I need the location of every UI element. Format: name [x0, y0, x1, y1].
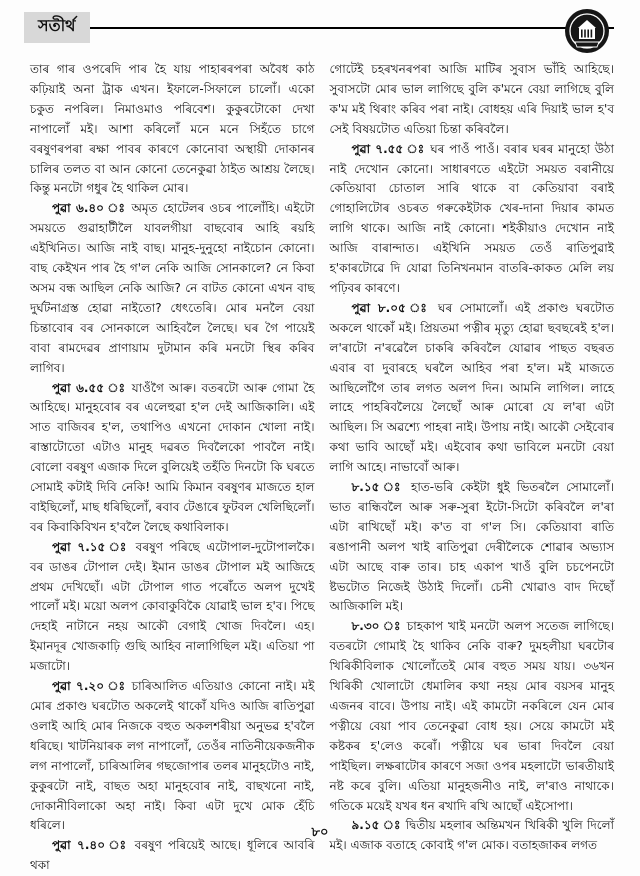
time-stamp: ৮.১৫ ঃ [351, 480, 412, 495]
paragraph: গোটেই চহৰখনৰপৰা আজি মাটিৰ সুবাস ভাঁহি আহিছে। সুবাসটো মোৰ ভাল লাগিছে বুলি ক'মনে বেয়া লাগিছে বুলি ক'ম মই থিৰাং কৰিব পৰা নাই। বোধহয় এৰি দিয়াই ভাল হ'ব সেই বিষয়টোত এতিয়া চিন্তা কৰিবলৈ। [329, 62, 614, 136]
left-column [30, 60, 315, 876]
time-stamp: ৯.১৫ ঃ [351, 818, 406, 833]
paragraph: ৮.১৫ ঃ হাত-ভৰি কেইটা ধুই ভিতৰলৈ সোমালোঁ। ভাত ৰান্ধিবলৈ আৰু সৰু-সুৰা ইটো-সিটো কৰিবলৈ ল'ৰা এটা ৰাখিছোঁ মই। ক'ত বা গ'ল সি। কেতিয়াবা ৰাতি ৰঙাপানী অলপ খাই ৰাতিপুৱা দেৰীলৈকে শোৱাৰ অভ্যাস এটা আছে বাৰু তাৰ। চাহ একাপ খাওঁ বুলি চচপেনটো ষ্টভটোত নিজেই উঠাই দিলোঁ। চেনী খোৱাও বাদ দিছোঁ আজিকালি মই। [329, 480, 614, 614]
page-body [30, 60, 614, 876]
paragraph: পুৱা ৬.৫৫ ঃ যাওঁগৈ আৰু। বতৰটো আৰু গোমা হৈ আহিছে। মানুহবোৰ বৰ এলেহুৱা হ'ল দেই আজিকালি। এই সাত বাজিবৰ হ'ল, তথাপিও এখনো দোকান খোলা নাই। ৰাস্তাটোতো এটাও মানুহ দৱৰত দিবলৈকো পাবলৈ নাই। বোলো বৰষুণ এজাক দিলে বুলিয়েই তহঁতি দিনটো কি ঘৰতে সোমাই কটাই দিবি নেকি! আমি কিমান বৰষুণৰ মাজতে হাল বাইছিলোঁ, মাছ ধৰিছিলোঁ, ৰবাব টেঙাৰে ফুটবল খেলিছিলোঁ। বৰ কিবাকিবিখন হ'বলৈ লৈছে কথাবিলাক। [30, 380, 315, 534]
time-stamp: পুৱা ৬.৪০ ঃ [52, 201, 132, 216]
paragraph: পুৱা ৬.৪০ ঃ অমৃত হোটেলৰ ওচৰ পালোঁহি। এইটো সময়তে গুৱাহাটীলৈ যাবলগীয়া বাছবোৰ আহি ৰয়হি এইখিনিত। আজি নাই বাছ। মানুহ-দুনুহো নাইচোন কোনো। বাছ কেইখন পাৰ হৈ গ'ল নেকি আজি সোনকালে? নে কিবা অসম বন্ধ আছিল নেকি আজি? নে বাটত কোনো এখন বাছ দুৰ্ঘটনাগ্ৰস্ত হোৱা নাইতো? ধেৎতেৰি। মোৰ মনলৈ বেয়া চিন্তাবোৰ বৰ সোনকালে আহিবলৈ লৈছে। ঘৰ গৈ পায়েই বাবা ৰামদেৱৰ প্ৰাণায়াম দুটামান কৰি মনটো স্থিৰ কৰিব লাগিব। [30, 201, 315, 375]
paragraph: পুৱা ৭.৫৫ ঃ ঘৰ পাওঁ পাওঁ। বৰাৰ ঘৰৰ মানুহো উঠা নাই দেখোন কোনো। সাধাৰণতে এইটো সময়ত বৰানীয়ে কেতিয়াবা চোতাল সাৰি থাকে বা কেতিয়াবা বৰাই গোহালিটোৰ ওচৰত গৰুকেইটাক খেৰ-দানা দিয়াৰ কামত লাগি থাকে। আজি নাই কোনো। শইকীয়াও দেখোন নাই আজি বাৰান্দাত। এইখিনি সময়ত তেওঁ ৰাতিপুৱাই হ'কাৰটোৱে দি যোৱা তিনিখনমান বাতৰি-কাকত মেলি লয় পঢ়িবৰ কাৰণে। [329, 141, 614, 295]
paragraph: ৯.১৫ ঃ দ্বিতীয় মহলাৰ অন্তিমখন খিৰিকী খুলি দিলোঁ মই। এজাক বতাহে কোবাই গ'ল মোক। বতাহজাকৰ লগত [329, 818, 614, 853]
paragraph: তাৰ গাৰ ওপৰেদি পাৰ হৈ যায় পাহাৰৰপৰা অবৈধ কাঠ কঢ়িয়াই অনা ট্ৰাক এখন। ইফালে-সিফালে চালোঁ। একো চকুত নপৰিল। নিমাওমাও পৰিবেশ। কুকুৰটোকো দেখা নাপালোঁ মই। আশা কৰিলোঁ মনে মনে সিহঁতে চাগে বৰষুণৰপৰা ৰক্ষা পাবৰ কাৰণে কোনোবা অস্থায়ী দোকানৰ চালিৰ তলত বা আন কোনো তেনেকুৱা ঠাইত আশ্ৰয় লৈছে। কিন্তু মনটো গধুৰ হৈ থাকিল মোৰ। [30, 62, 315, 196]
paragraph: ৮.৩০ ঃ চাহকাপ খাই মনটো অলপ সতেজ লাগিছে। বতৰটো গোমাই হৈ থাকিব নেকি বাৰু? দুমহলীয়া ঘৰটোৰ খিৰিকীবিলাক খোলোঁতেই মোৰ বহুত সময় যায়। ৩৬খন খিৰিকী খোলাটো ধেমালিৰ কথা নহয় মোৰ বয়সৰ মানুহ এজনৰ বাবে। উপায় নাই। এই কামটো নকৰিলে যেন মোৰ পত্নীয়ে বেয়া পাব তেনেকুৱা বোধ হয়। সেয়ে কামটো মই কষ্টকৰ হ'লেও কৰোঁ। পত্নীয়ে ঘৰ ভাৰা দিবলৈ বেয়া পাইছিল। লক্ষৰাটোৰ কাৰণে সজা ওপৰ মহলাটো ভাৰতীয়াই নষ্ট কৰে বুলি। এতিয়া মানুহজনীও নাই, ল'ৰাও নাথাকে। গতিকে ময়েই যখৰ ধন ৰখাদি ৰখি আছোঁ এইসোপা। [329, 619, 614, 813]
time-stamp: পুৱা ৮.০৫ ঃ [351, 300, 439, 315]
page-number: ৮০ [311, 825, 329, 840]
page-header [28, 12, 616, 62]
time-stamp: পুৱা ৭.৪০ ঃ [52, 838, 135, 853]
time-stamp: পুৱা ৭.১৫ ঃ [52, 539, 136, 554]
time-stamp: ৮.৩০ ঃ [351, 619, 407, 634]
institution-seal-icon [564, 7, 610, 55]
paragraph: পুৱা ৮.০৫ ঃ ঘৰ সোমালোঁ। এই প্ৰকাণ্ড ঘৰটোত অকলে থাকোঁ মই। প্ৰিয়তমা পত্নীৰ মৃত্যু হোৱা ছবছৰেই হ'ল। ল'ৰাটো ন'ৰৱেলৈ চাকৰি কৰিবলৈ যোৱাৰ পাছত বছৰত এবাৰ বা দুবাৰহে ঘৰলৈ আহিব পৰা হ'ল। মই মাজতে আছিলোঁগৈ তাৰ লগত অলপ দিন। আমনি লাগিল। লাহে লাহে পাহৰিবলৈয়ে লৈছোঁ আৰু মোৰো যে ল'ৰা এটা আছিল। সি অৱশ্যে পাহৰা নাই। উপায় নাই। আকৌ সেইবোৰ কথা ভাবি আছোঁ মই। এইবোৰ কথা ভাবিলে মনটো বেয়া লাগি আহে। নাভাবোঁ আৰু। [329, 300, 614, 475]
time-stamp: পুৱা ৬.৫৫ ঃ [52, 380, 132, 395]
time-stamp: পুৱা ৭.৫৫ ঃ [351, 141, 431, 156]
time-stamp: পুৱা ৭.২০ ঃ [52, 679, 132, 694]
paragraph: পুৱা ৭.৪০ ঃ বৰষুণ পৰিয়েই আছে। ধূলিৰে আবৰি থকা [30, 838, 315, 873]
book-title: সতীৰ্থ [24, 12, 90, 43]
header-rule [86, 27, 614, 29]
right-column [330, 60, 615, 876]
paragraph: পুৱা ৭.১৫ ঃ বৰষুণ পৰিছে এটোপাল-দুটোপালকৈ। বৰ ডাঙৰ টোপাল দেই। ইমান ডাঙৰ টোপাল মই আজিহে প্ৰথম দেখিছোঁ। এটা টোপাল গাত পৰোঁতে অলপ দুখেই পালোঁ মই। ময়ো অলপ কোবাকুবিকৈ যোৱাই ভাল হ'ব। পিছে দেহাই নাটানে নহয় আকৌ বেগাই খোজ দিবলৈ। এহ। ইমানদূৰ খোজকাঢ়ি গুছি আহিব নালাগিছিল মই। এতিয়া পা মজাটো। [30, 539, 315, 674]
paragraph: পুৱা ৭.২০ ঃ চাৰিআলিত এতিয়াও কোনো নাই। মই মোৰ প্ৰকাণ্ড ঘৰটোত অকলেই থাকোঁ যদিও আজি ৰাতিপুৱা ওলাই আহি মোৰ নিজকে বহুত অকলশৰীয়া অনুভৱ হ'বলৈ ধৰিছে। খাটনিয়াৰক লগ নাপালোঁ, তেওঁৰ নাতিনীয়েকজনীক লগ নাপালোঁ, চাৰিআলিৰ গছজোপাৰ তলৰ মানুহটোও নাই, কুকুৰটো নাই, বাছত অহা মানুহবোৰ নাই, বাছখনো নাই, দোকানীবিলাকো অহা নাই। কিবা এটা দুখে মোক হেঁচি ধৰিলে। [30, 679, 315, 833]
